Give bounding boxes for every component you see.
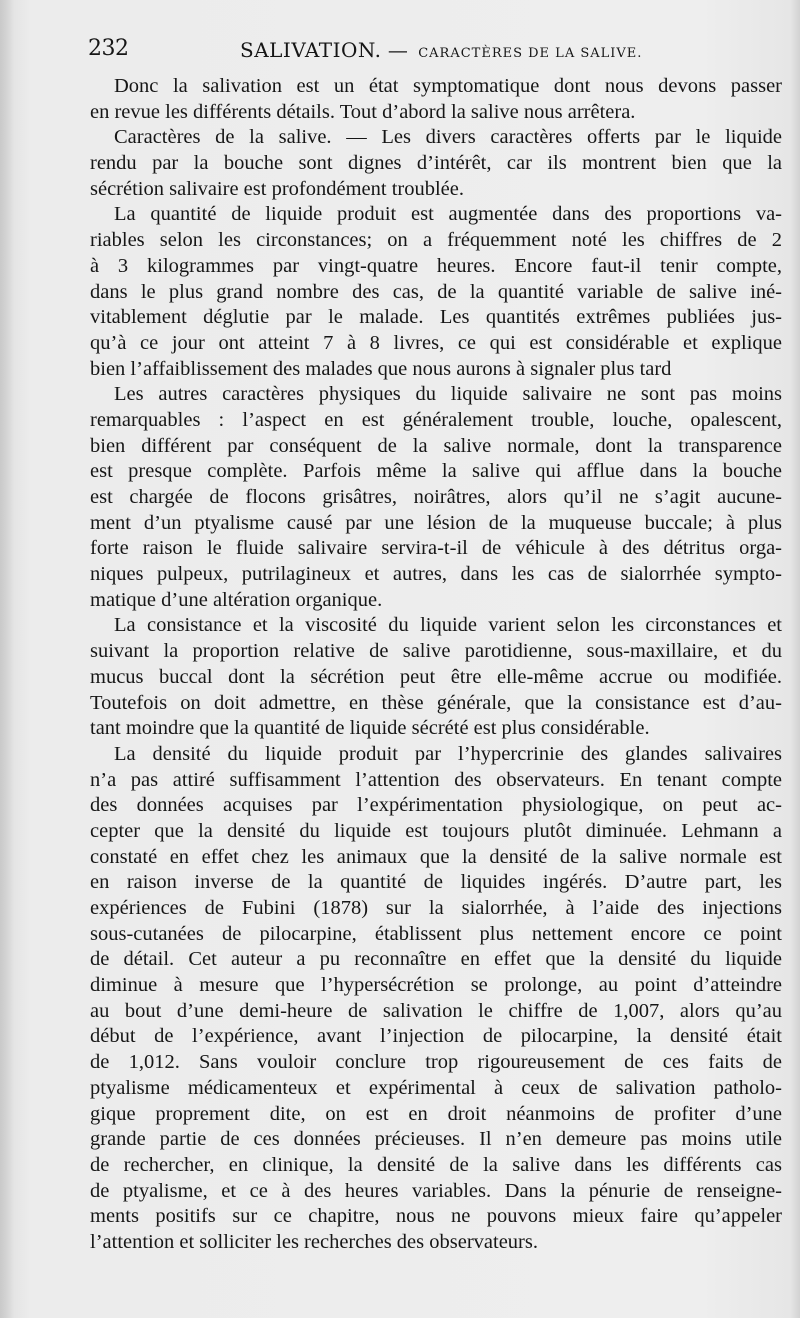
text-line: diminue à mesure que l’hypersécrétion se prolonge, au point d’atteindre xyxy=(90,974,782,997)
text-line: bien différent par conséquent de la salive normale, dont la transparence xyxy=(90,434,782,457)
text-line: qu’à ce jour ont atteint 7 à 8 livres, ce qui est considérable et explique xyxy=(90,331,782,354)
text-line: début de l’expérience, avant l’injection de pilocarpine, la densité était xyxy=(90,1025,782,1048)
text-line: mucus buccal dont la sécrétion peut être elle-même accrue ou modifiée. xyxy=(90,665,782,688)
text-line: l’attention et solliciter les recherches des observateurs. xyxy=(90,1230,538,1253)
text-line: Donc la salivation est un état symptomatique dont nous devons passer xyxy=(114,75,782,97)
text-line: de rechercher, en clinique, la densité de la salive dans les différents cas xyxy=(90,1153,782,1176)
text-line: ments positifs sur ce chapitre, nous ne pouvons mieux faire qu’appeler xyxy=(90,1205,782,1228)
text-line: sécrétion salivaire est profondément troublée. xyxy=(90,177,464,200)
text-line: ptyalisme médicamenteux et expérimental à ceux de salivation patholo- xyxy=(90,1076,782,1099)
running-head-title: SALIVATION. xyxy=(240,38,382,62)
text-line: tant moindre que la quantité de liquide sécrété est plus considérable. xyxy=(90,717,650,740)
text-line: Les autres caractères physiques du liquide salivaire ne sont pas moins xyxy=(114,383,782,406)
text-line: bien l’affaiblissement des malades que nous aurons à signaler plus tard xyxy=(90,357,672,380)
text-line: n’a pas attiré suffisamment l’attention des observateurs. En tenant compte xyxy=(90,768,782,791)
text-line: de 1,012. Sans vouloir conclure trop rigoureusement de ces faits de xyxy=(90,1051,782,1074)
text-line: suivant la proportion relative de salive parotidienne, sous-maxillaire, et du xyxy=(90,640,782,663)
text-line: Toutefois on doit admettre, en thèse générale, que la consistance est d’au- xyxy=(90,691,782,714)
text-line: expériences de Fubini (1878) sur la sialorrhée, à l’aide des injections xyxy=(90,897,782,919)
text-line: dans le plus grand nombre des cas, de la quantité variable de salive iné- xyxy=(90,280,782,303)
page-gutter-shadow xyxy=(0,0,14,1318)
text-line: matique d’une altération organique. xyxy=(90,588,383,611)
page-number: 232 xyxy=(88,36,129,61)
text-line: au bout d’une demi-heure de salivation le chiffre de 1,007, alors qu’au xyxy=(90,999,782,1022)
text-line: des données acquises par l’expérimentation physiologique, on peut ac- xyxy=(90,794,782,817)
text-line: en raison inverse de la quantité de liquides ingérés. D’autre part, les xyxy=(90,871,782,894)
text-line: de ptyalisme, et ce à des heures variables. Dans la pénurie de renseigne- xyxy=(90,1179,782,1202)
running-head xyxy=(240,38,642,62)
body-text xyxy=(90,74,782,1256)
text-line: sous-cutanées de pilocarpine, établissent plus nettement encore ce point xyxy=(90,922,782,945)
text-line: La densité du liquide produit par l’hypercrinie des glandes salivaires xyxy=(114,742,782,765)
text-line: forte raison le fluide salivaire servira-t-il de véhicule à des détritus orga- xyxy=(90,537,782,560)
text-line: gique proprement dite, on est en droit néanmoins de profiter d’une xyxy=(90,1102,782,1125)
text-line: à 3 kilogrammes par vingt-quatre heures. Encore faut-il tenir compte, xyxy=(90,254,782,277)
running-head-dash: — xyxy=(387,38,408,62)
text-line: est chargée de flocons grisâtres, noirâtres, alors qu’il ne s’agit aucune- xyxy=(90,486,782,508)
text-line: est presque complète. Parfois même la salive qui afflue dans la bouche xyxy=(90,460,782,483)
text-line: rendu par la bouche sont dignes d’intérêt, car ils montrent bien que la xyxy=(90,152,782,175)
text-line: ment d’un ptyalisme causé par une lésion de la muqueuse buccale; à plus xyxy=(90,511,782,534)
page-header xyxy=(88,36,752,72)
text-line: en revue les différents détails. Tout d’abord la salive nous arrêtera. xyxy=(90,100,636,123)
text-line: riables selon les circonstances; on a fréquemment noté les chiffres de 2 xyxy=(90,229,782,252)
text-line: niques pulpeux, putrilagineux et autres, dans les cas de sialorrhée sympto- xyxy=(90,563,782,586)
text-line: Caractères de la salive. — Les divers caractères offerts par le liquide xyxy=(114,126,782,149)
running-head-subtitle: CARACTÈRES DE LA SALIVE. xyxy=(418,46,643,61)
text-line: vitablement déglutie par le malade. Les quantités extrêmes publiées jus- xyxy=(90,306,782,329)
text-line: constaté en effet chez les animaux que la densité de la salive normale est xyxy=(90,845,782,868)
text-line: grande partie de ces données précieuses. Il n’en demeure pas moins utile xyxy=(90,1128,782,1151)
text-line: remarquables : l’aspect en est généralement trouble, louche, opalescent, xyxy=(90,408,782,431)
text-line: cepter que la densité du liquide est toujours plutôt diminuée. Lehmann a xyxy=(90,819,782,842)
text-line: La consistance et la viscosité du liquide varient selon les circonstances et xyxy=(114,614,782,637)
text-line: de détail. Cet auteur a pu reconnaître en effet que la densité du liquide xyxy=(90,948,782,971)
text-line: La quantité de liquide produit est augmentée dans des proportions va- xyxy=(114,203,782,226)
